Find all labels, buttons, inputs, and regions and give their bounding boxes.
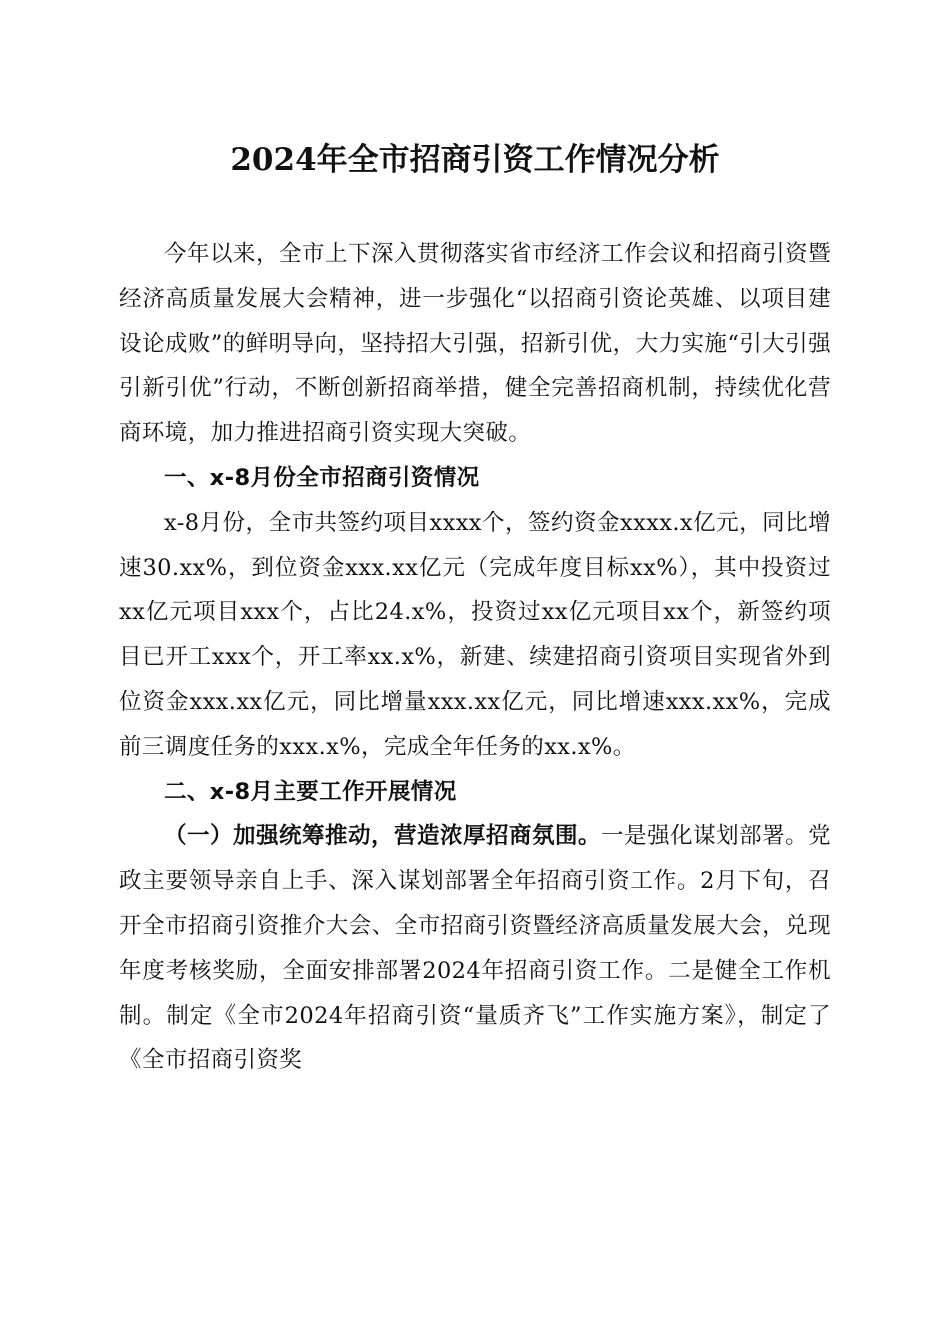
subsection-lead: （一）加强统筹推动，营造浓厚招商氛围。 <box>164 823 602 850</box>
section-heading-1: 一、x-8月份全市招商引资情况 <box>164 464 480 491</box>
document-body <box>119 232 831 1083</box>
section-heading-2: 二、x-8月主要工作开展情况 <box>164 778 457 805</box>
section-1-paragraph: x-8月份，全市共签约项目xxxx个，签约资金xxxx.x亿元，同比增速30.xx%，到位资金xxx.xx亿元（完成年度目标xx%），其中投资过xx亿元项目xxx个，占比24.x%，投资过xx亿元项目xx个，新签约项目已开工xxx个，开工率xx.x%，新建、续建招商引资项目实现省外到位资金xxx.xx亿元，同比增量xxx.xx亿元，同比增速xxx.xx%，完成前三调度任务的xxx.x%，完成全年任务的xx.x%。 <box>119 509 831 760</box>
intro-paragraph: 今年以来，全市上下深入贯彻落实省市经济工作会议和招商引资暨经济高质量发展大会精神，进一步强化“以招商引资论英雄、以项目建设论成败”的鲜明导向，坚持招大引强，招新引优，大力实施“引大引强引新引优”行动，不断创新招商举措，健全完善招商机制，持续优化营商环境，加力推进招商引资实现大突破。 <box>119 241 831 447</box>
section-2-paragraph <box>119 814 831 1083</box>
subsection-text: 一是强化谋划部署。党政主要领导亲自上手、深入谋划部署全年招商引资工作。2月下旬，召开全市招商引资推介大会、全市招商引资暨经济高质量发展大会，兑现年度考核奖励，全面安排部署2024年招商引资工作。二是健全工作机制。制定《全市2024年招商引资“量质齐飞”工作实施方案》，制定了《全市招商引资奖 <box>119 823 831 1074</box>
document-title: 2024年全市招商引资工作情况分析 <box>230 142 720 178</box>
